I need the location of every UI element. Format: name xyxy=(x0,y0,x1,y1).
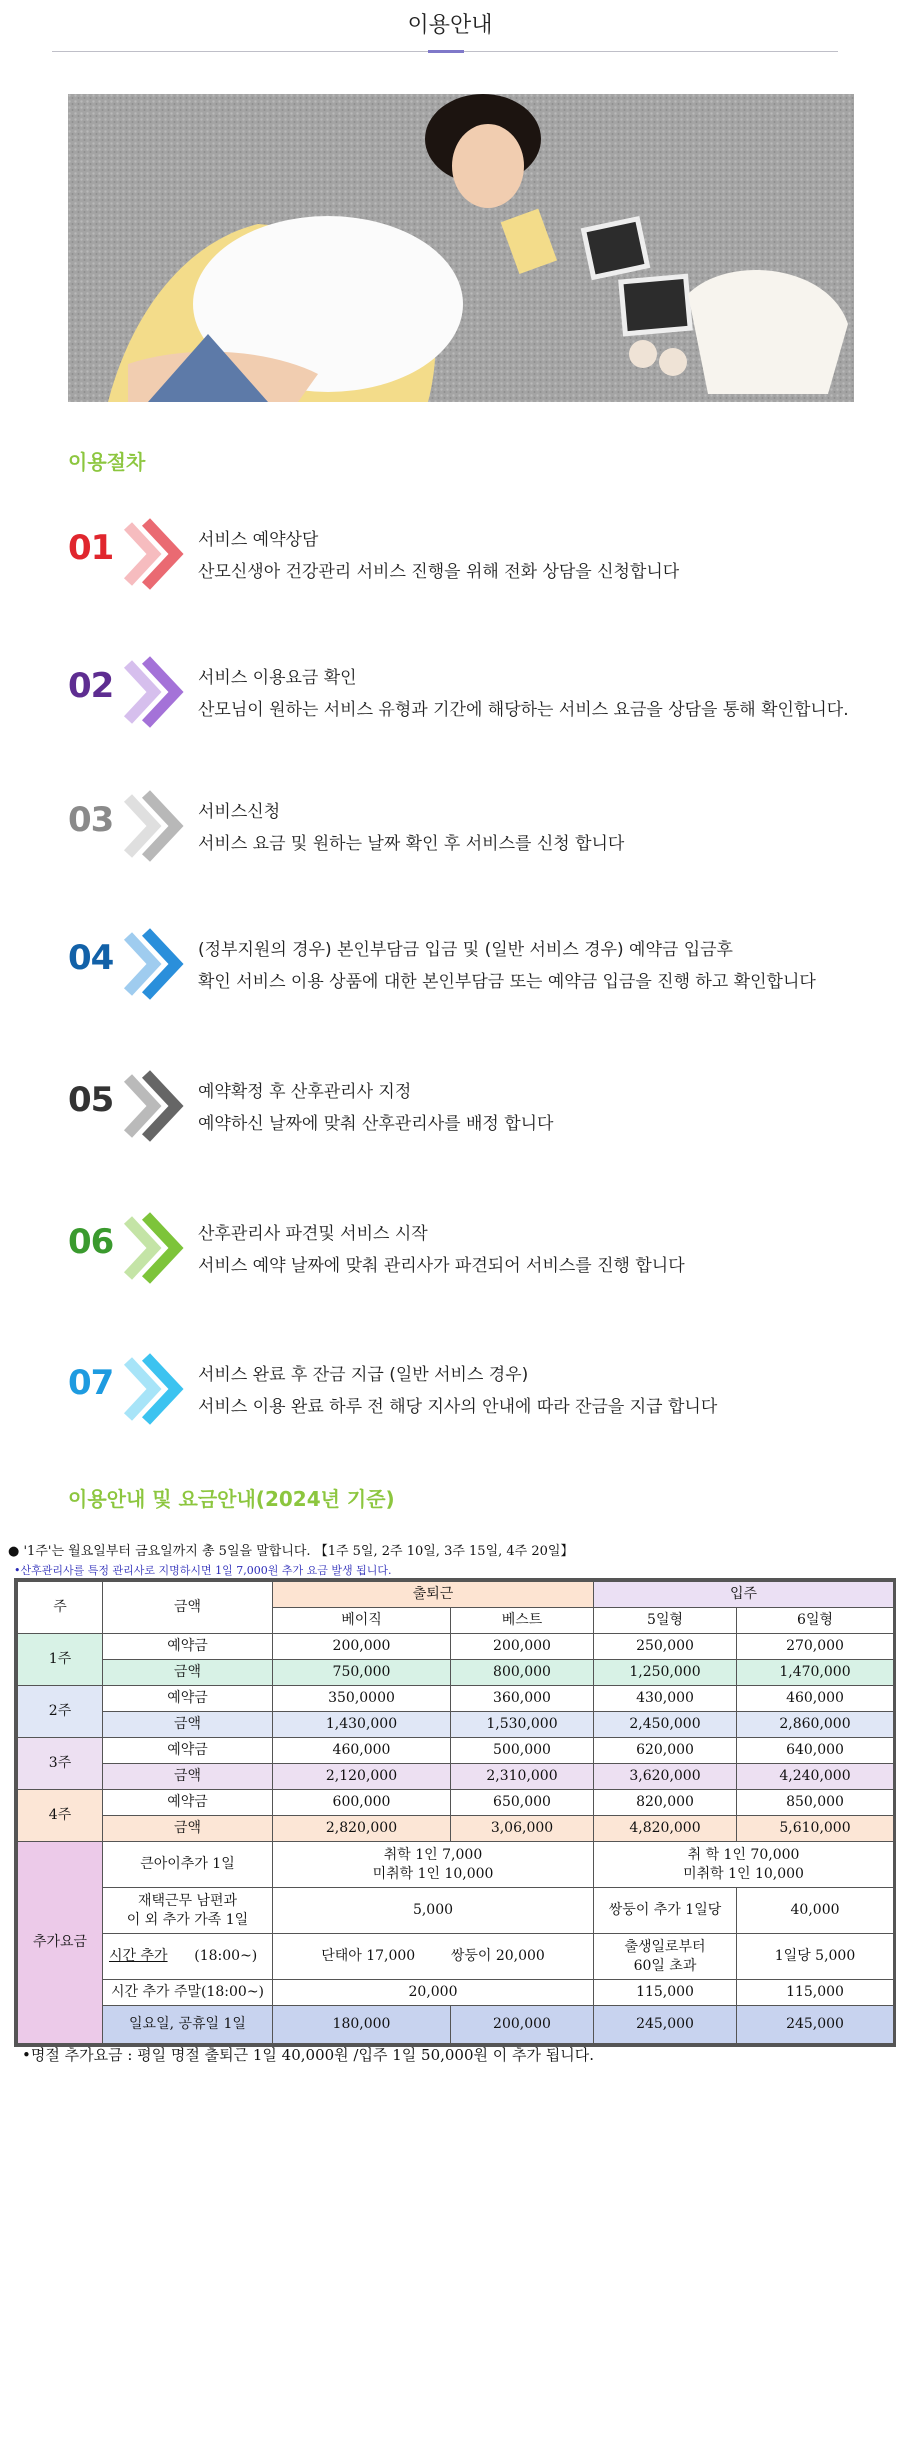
total-value: 2,450,000 xyxy=(594,1712,737,1738)
procedure-title: 이용절차 xyxy=(68,450,146,474)
total-value: 4,820,000 xyxy=(594,1816,737,1842)
week-label: 4주 xyxy=(18,1790,103,1842)
step-detail: 서비스 예약 날짜에 맞춰 관리사가 파견되어 서비스를 진행 합니다 xyxy=(198,1256,685,1276)
sibling-label: 큰아이추가 1일 xyxy=(103,1842,273,1888)
procedure-step xyxy=(68,1060,868,1150)
deposit-label: 예약금 xyxy=(103,1634,273,1660)
weekend-five-fee: 115,000 xyxy=(594,1980,737,2006)
deposit-value: 620,000 xyxy=(594,1738,737,1764)
table-row xyxy=(18,1816,894,1842)
deposit-value: 500,000 xyxy=(451,1738,594,1764)
designation-fee-note: •산후관리사를 특정 관리사로 지명하시면 1일 7,000원 추가 요금 발생 됩니다. xyxy=(14,1564,392,1577)
table-row xyxy=(18,1712,894,1738)
deposit-value: 350,0000 xyxy=(273,1686,451,1712)
step-title: 서비스 완료 후 잔금 지급 (일반 서비스 경우) xyxy=(198,1365,529,1385)
family-label-line1: 재택근무 남편과 xyxy=(137,1892,238,1909)
holiday-best-fee: 200,000 xyxy=(451,2006,594,2044)
deposit-value: 460,000 xyxy=(737,1686,894,1712)
time-extra-six: 1일당 5,000 xyxy=(737,1934,894,1980)
twins-extra-label: 쌍둥이 추가 1일당 xyxy=(594,1888,737,1934)
deposit-value: 430,000 xyxy=(594,1686,737,1712)
twins-extra-fee: 40,000 xyxy=(737,1888,894,1934)
step-detail: 서비스 이용 완료 하루 전 해당 지사의 안내에 따라 잔금을 지급 합니다 xyxy=(198,1397,718,1417)
total-value: 4,240,000 xyxy=(737,1764,894,1790)
procedure-step xyxy=(68,508,868,598)
step-detail: 확인 서비스 이용 상품에 대한 본인부담금 또는 예약금 입금을 진행 하고 확인합니다 xyxy=(198,972,816,992)
chevron-arrows-icon xyxy=(114,924,184,1004)
procedure-step xyxy=(68,1202,868,1292)
hero-image xyxy=(68,94,854,402)
total-value: 1,530,000 xyxy=(451,1712,594,1738)
table-row xyxy=(18,1686,894,1712)
step-detail: 산모신생아 건강관리 서비스 진행을 위해 전화 상담을 신청합니다 xyxy=(198,562,680,582)
week-label: 3주 xyxy=(18,1738,103,1790)
sibling-live-fee xyxy=(594,1842,894,1888)
chevron-arrows-icon xyxy=(114,652,184,732)
deposit-value: 200,000 xyxy=(451,1634,594,1660)
step-title: 예약확정 후 산후관리사 지정 xyxy=(198,1082,412,1102)
step-title: 서비스 예약상담 xyxy=(198,530,319,550)
table-row xyxy=(18,1738,894,1764)
step-title: 서비스신청 xyxy=(198,802,281,822)
header-best: 베스트 xyxy=(451,1608,594,1634)
sibling-commute-school: 취학 1인 7,000 xyxy=(383,1846,483,1863)
sibling-live-school: 취 학 1인 70,000 xyxy=(687,1846,800,1863)
deposit-value: 200,000 xyxy=(273,1634,451,1660)
deposit-label: 예약금 xyxy=(103,1790,273,1816)
sibling-live-preschool: 미취학 1인 10,000 xyxy=(683,1865,804,1882)
time-extra-label xyxy=(103,1934,273,1980)
table-row xyxy=(18,1764,894,1790)
deposit-label: 예약금 xyxy=(103,1738,273,1764)
deposit-value: 650,000 xyxy=(451,1790,594,1816)
deposit-value: 600,000 xyxy=(273,1790,451,1816)
step-number: 04 xyxy=(68,938,114,978)
header-live-in: 입주 xyxy=(594,1582,894,1608)
holiday-six-fee: 245,000 xyxy=(737,2006,894,2044)
total-label: 금액 xyxy=(103,1764,273,1790)
step-description xyxy=(198,524,878,588)
sibling-commute-fee xyxy=(273,1842,594,1888)
weekend-label: 시간 추가 주말(18:00~) xyxy=(103,1980,273,2006)
header-basic: 베이직 xyxy=(273,1608,451,1634)
chevron-arrows-icon xyxy=(114,1208,184,1288)
chevron-arrows-icon xyxy=(114,514,184,594)
total-value: 1,470,000 xyxy=(737,1660,894,1686)
time-single-fee: 단태아 17,000 xyxy=(321,1948,416,1964)
time-extra-live xyxy=(594,1934,737,1980)
sibling-commute-preschool: 미취학 1인 10,000 xyxy=(372,1865,494,1882)
deposit-label: 예약금 xyxy=(103,1686,273,1712)
total-label: 금액 xyxy=(103,1712,273,1738)
time-twins-fee: 쌍둥이 20,000 xyxy=(450,1948,545,1964)
step-description xyxy=(198,1359,878,1423)
total-value: 1,430,000 xyxy=(273,1712,451,1738)
step-number: 03 xyxy=(68,800,114,840)
page-title: 이용안내 xyxy=(407,13,493,38)
price-table xyxy=(14,1578,896,2047)
step-description xyxy=(198,796,878,860)
step-detail: 예약하신 날짜에 맞춰 산후관리사를 배정 합니다 xyxy=(198,1114,554,1134)
deposit-value: 460,000 xyxy=(273,1738,451,1764)
step-title: 산후관리사 파견및 서비스 시작 xyxy=(198,1224,428,1244)
extra-fee-label: 추가요금 xyxy=(18,1842,103,2044)
header-amount: 금액 xyxy=(103,1582,273,1634)
week-label: 1주 xyxy=(18,1634,103,1686)
holiday-label: 일요일, 공휴일 1일 xyxy=(103,2006,273,2044)
step-detail: 서비스 요금 및 원하는 날짜 확인 후 서비스를 신청 합니다 xyxy=(198,834,625,854)
total-label: 금액 xyxy=(103,1816,273,1842)
family-label xyxy=(103,1888,273,1934)
time-live-line2: 60일 초과 xyxy=(633,1957,697,1974)
total-value: 3,620,000 xyxy=(594,1764,737,1790)
header-week: 주 xyxy=(18,1582,103,1634)
week-label: 2주 xyxy=(18,1686,103,1738)
header-commute: 출퇴근 xyxy=(273,1582,594,1608)
chevron-arrows-icon xyxy=(114,1066,184,1146)
step-title: 서비스 이용요금 확인 xyxy=(198,668,357,688)
step-description xyxy=(198,1076,878,1140)
step-description xyxy=(198,934,878,998)
total-value: 1,250,000 xyxy=(594,1660,737,1686)
total-value: 2,820,000 xyxy=(273,1816,451,1842)
step-description xyxy=(198,662,878,726)
deposit-value: 850,000 xyxy=(737,1790,894,1816)
chevron-arrows-icon xyxy=(114,1349,184,1429)
total-value: 2,860,000 xyxy=(737,1712,894,1738)
step-number: 02 xyxy=(68,666,114,706)
table-row xyxy=(18,1790,894,1816)
deposit-value: 820,000 xyxy=(594,1790,737,1816)
holiday-season-note: •명절 추가요금 : 평일 명절 출퇴근 1일 40,000원 /입주 1일 50,000원 이 추가 됩니다. xyxy=(22,2046,595,2064)
total-value: 2,120,000 xyxy=(273,1764,451,1790)
total-value: 2,310,000 xyxy=(451,1764,594,1790)
chevron-arrows-icon xyxy=(114,786,184,866)
step-number: 06 xyxy=(68,1222,114,1262)
step-title: (정부지원의 경우) 본인부담금 입금 및 (일반 서비스 경우) 예약금 입금후 xyxy=(198,940,733,960)
procedure-step xyxy=(68,780,868,870)
deposit-value: 270,000 xyxy=(737,1634,894,1660)
total-value: 800,000 xyxy=(451,1660,594,1686)
total-value: 3,06,000 xyxy=(451,1816,594,1842)
holiday-basic-fee: 180,000 xyxy=(273,2006,451,2044)
week-definition-note: ● '1주'는 월요일부터 금요일까지 총 5일을 말합니다. 【1주 5일, 2주 10일, 3주 15일, 4주 20일】 xyxy=(8,1544,574,1559)
step-detail: 산모님이 원하는 서비스 유형과 기간에 해당하는 서비스 요금을 상담을 통해 확인합니다. xyxy=(198,700,849,720)
title-accent-bar xyxy=(428,50,464,53)
total-value: 5,610,000 xyxy=(737,1816,894,1842)
family-commute-fee: 5,000 xyxy=(273,1888,594,1934)
holiday-five-fee: 245,000 xyxy=(594,2006,737,2044)
time-extra-prefix: 시간 추가 xyxy=(109,1948,168,1964)
header-five-day: 5일형 xyxy=(594,1608,737,1634)
procedure-step xyxy=(68,1343,868,1433)
step-number: 07 xyxy=(68,1363,114,1403)
total-value: 750,000 xyxy=(273,1660,451,1686)
deposit-value: 250,000 xyxy=(594,1634,737,1660)
time-live-line1: 출생일로부터 xyxy=(624,1938,706,1955)
step-number: 05 xyxy=(68,1080,114,1120)
deposit-value: 360,000 xyxy=(451,1686,594,1712)
step-number: 01 xyxy=(68,528,114,568)
total-label: 금액 xyxy=(103,1660,273,1686)
procedure-step xyxy=(68,646,868,736)
step-description xyxy=(198,1218,878,1282)
table-row xyxy=(18,1660,894,1686)
procedure-step xyxy=(68,918,868,1008)
time-extra-commute xyxy=(273,1934,594,1980)
weekend-six-fee: 115,000 xyxy=(737,1980,894,2006)
header-six-day: 6일형 xyxy=(737,1608,894,1634)
deposit-value: 640,000 xyxy=(737,1738,894,1764)
weekend-commute-fee: 20,000 xyxy=(273,1980,594,2006)
table-row xyxy=(18,1634,894,1660)
time-extra-suffix: (18:00~) xyxy=(194,1948,258,1964)
family-label-line2: 이 외 추가 가족 1일 xyxy=(126,1911,249,1928)
pricing-title: 이용안내 및 요금안내(2024년 기준) xyxy=(68,1487,395,1511)
